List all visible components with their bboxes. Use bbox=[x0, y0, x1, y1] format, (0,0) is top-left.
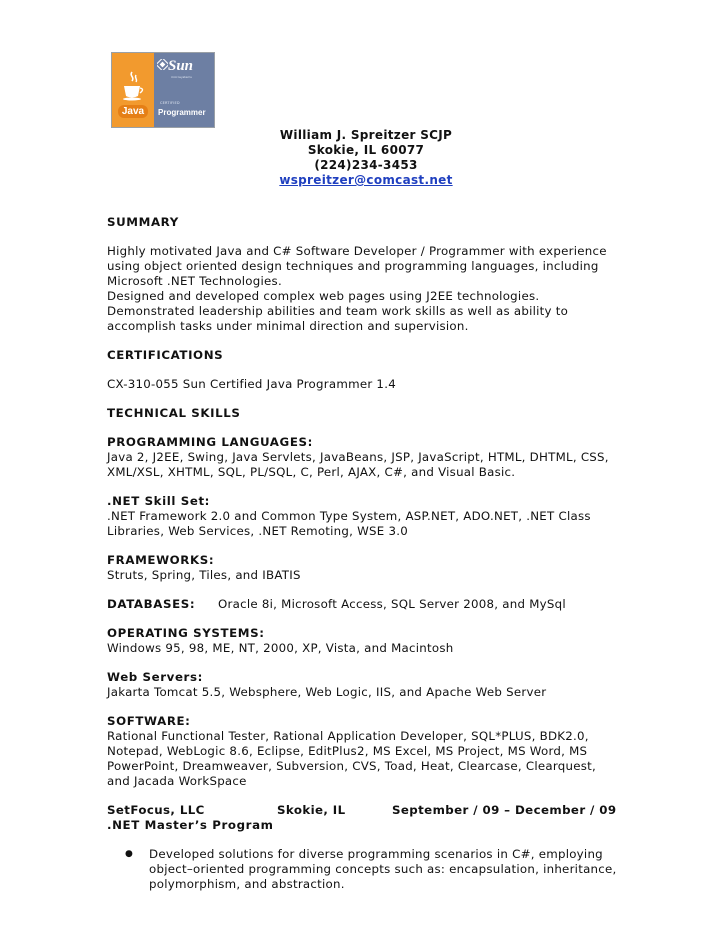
job-location: Skokie, IL bbox=[277, 803, 346, 817]
sun-subtitle: microsystems bbox=[171, 75, 192, 79]
candidate-name: William J. Spreitzer SCJP bbox=[279, 128, 453, 142]
summary-paragraph-2: Designed and developed complex web pages using J2EE technologies. Demonstrated leadership abilities and team work skills as well as ability to accomplish tasks under minimal direction and supervision. bbox=[107, 289, 569, 333]
programming-languages-heading: PROGRAMMING LANGUAGES: bbox=[107, 435, 313, 449]
summary-paragraph-1: Highly motivated Java and C# Software Developer / Programmer with experience using object oriented design techniques and programming languages, including Microsoft .NET Technologies. bbox=[107, 244, 607, 288]
job-header-row bbox=[107, 803, 622, 818]
web-servers-text: Jakarta Tomcat 5.5, Websphere, Web Logic, IIS, and Apache Web Server bbox=[107, 685, 547, 699]
sun-logo-panel bbox=[154, 53, 214, 127]
technical-skills-heading: TECHNICAL SKILLS bbox=[107, 406, 241, 420]
programmer-label: Programmer bbox=[158, 108, 206, 117]
dotnet-skills-text: .NET Framework 2.0 and Common Type System, ASP.NET, ADO.NET, .NET Class Libraries, Web Services, .NET Remoting, WSE 3.0 bbox=[107, 509, 591, 538]
web-servers-heading: Web Servers: bbox=[107, 670, 203, 684]
operating-systems-text: Windows 95, 98, ME, NT, 2000, XP, Vista, and Macintosh bbox=[107, 641, 454, 655]
java-logo-panel bbox=[112, 53, 154, 127]
databases-heading: DATABASES: bbox=[107, 597, 196, 611]
certification-item: CX-310-055 Sun Certified Java Programmer 1.4 bbox=[107, 377, 396, 391]
job-company: SetFocus, LLC bbox=[107, 803, 205, 817]
resume-body bbox=[107, 215, 622, 892]
list-item: ● Developed solutions for diverse programming scenarios in C#, employing object–oriented programming concepts such as: encapsulation, inheritance, polymorphism, and abstraction. bbox=[107, 847, 622, 892]
job-program: .NET Master’s Program bbox=[107, 818, 274, 832]
candidate-city: Skokie, IL 60077 bbox=[307, 143, 425, 157]
frameworks-heading: FRAMEWORKS: bbox=[107, 553, 215, 567]
software-heading: SOFTWARE: bbox=[107, 714, 191, 728]
sun-wordmark: Sun bbox=[168, 58, 194, 74]
email-link[interactable]: wspreitzer@comcast.net bbox=[279, 173, 453, 187]
sun-certified-java-programmer-logo bbox=[111, 52, 215, 128]
databases-row bbox=[107, 597, 622, 612]
java-wordmark: Java bbox=[118, 105, 148, 118]
software-text: Rational Functional Tester, Rational Application Developer, SQL*PLUS, BDK2.0, Notepad, WebLogic 8.6, Eclipse, EditPlus2, MS Excel, MS Project, MS Word, MS PowerPoint, Dreamweaver, Subversion, CVS, Toad, Heat, Clearcase, Clearquest, and Jacada WorkSpace bbox=[107, 729, 597, 788]
dotnet-skills-heading: .NET Skill Set: bbox=[107, 494, 211, 508]
contact-header bbox=[272, 128, 460, 188]
candidate-phone: (224)234-3453 bbox=[314, 158, 418, 172]
certified-label: CERTIFIED bbox=[160, 101, 180, 105]
programming-languages-text: Java 2, J2EE, Swing, Java Servlets, JavaBeans, JSP, JavaScript, HTML, DHTML, CSS, XML/XSL, XHTML, SQL, PL/SQL, C, Perl, AJAX, C#, and Visual Basic. bbox=[107, 450, 609, 479]
job-bullet-list bbox=[107, 847, 622, 892]
certifications-heading: CERTIFICATIONS bbox=[107, 348, 224, 362]
job-dates: September / 09 – December / 09 bbox=[392, 803, 617, 817]
java-cup-icon bbox=[121, 70, 145, 102]
frameworks-text: Struts, Spring, Tiles, and IBATIS bbox=[107, 568, 301, 582]
sun-logo-icon bbox=[157, 59, 168, 70]
summary-heading: SUMMARY bbox=[107, 215, 179, 229]
databases-text: Oracle 8i, Microsoft Access, SQL Server 2008, and MySql bbox=[218, 597, 566, 611]
operating-systems-heading: OPERATING SYSTEMS: bbox=[107, 626, 265, 640]
